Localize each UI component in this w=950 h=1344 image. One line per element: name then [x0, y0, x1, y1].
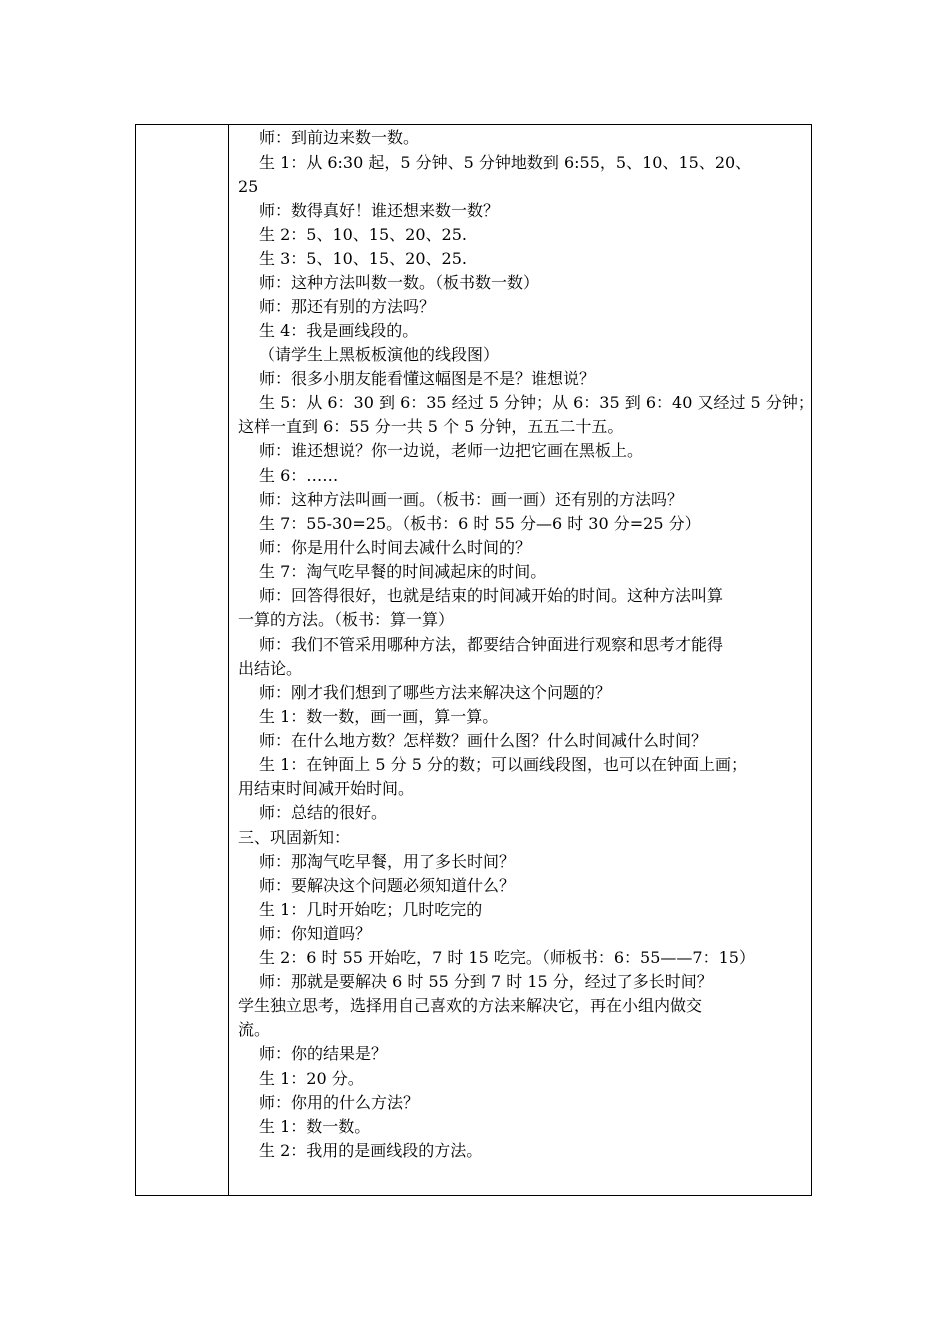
transcript-line: 生 1：几时开始吃；几时吃完的 — [259, 900, 483, 919]
transcript-line: 生 1：20 分。 — [259, 1069, 364, 1088]
transcript-line: 生 7：55-30=25。（板书：6 时 55 分—6 时 30 分=25 分） — [259, 514, 701, 533]
transcript-line: 一算的方法。（板书：算一算） — [238, 610, 455, 629]
transcript-line: 生 1：在钟面上 5 分 5 分的数；可以画线段图，也可以在钟面上画； — [259, 755, 747, 774]
transcript-line: 师：那淘气吃早餐，用了多长时间？ — [259, 852, 516, 871]
transcript-line: 生 1：数一数。 — [259, 1117, 371, 1136]
transcript-line: 师：回答得很好，也就是结束的时间减开始的时间。这种方法叫算 — [259, 586, 724, 605]
transcript-line: 师：在什么地方数？怎样数？画什么图？什么时间减什么时间？ — [259, 731, 708, 750]
transcript-line: 生 4：我是画线段的。 — [259, 321, 419, 340]
transcript-line: 生 7：淘气吃早餐的时间减起床的时间。 — [259, 562, 547, 581]
transcript-line: 师：你用的什么方法？ — [259, 1093, 420, 1112]
transcript-line: 师：总结的很好。 — [259, 803, 388, 822]
transcript-line: 生 3：5、10、15、20、25. — [259, 249, 467, 268]
lesson-table — [135, 124, 812, 1196]
transcript-line: 用结束时间减开始时间。 — [238, 779, 415, 798]
transcript-line: 流。 — [238, 1020, 271, 1039]
table-left-cell — [136, 125, 229, 1195]
transcript-line: 师：刚才我们想到了哪些方法来解决这个问题的？ — [259, 683, 612, 702]
transcript-line: 25 — [238, 177, 259, 196]
transcript-line: 师：你是用什么时间去减什么时间的？ — [259, 538, 532, 557]
transcript-line: 师：到前边来数一数。 — [259, 128, 420, 147]
transcript-line: （请学生上黑板板演他的线段图） — [259, 345, 500, 364]
transcript-line: 师：我们不管采用哪种方法，都要结合钟面进行观察和思考才能得 — [259, 635, 724, 654]
transcript-line: 师：数得真好！谁还想来数一数？ — [259, 201, 500, 220]
transcript-line: 生 5：从 6：30 到 6：35 经过 5 分钟；从 6：35 到 6：40 又经过 5 分钟； — [259, 393, 814, 412]
transcript-line: 生 2：6 时 55 开始吃，7 时 15 吃完。（师板书：6：55——7：15） — [259, 948, 755, 967]
transcript-line: 师：很多小朋友能看懂这幅图是不是？谁想说？ — [259, 369, 596, 388]
lesson-content-cell — [229, 125, 814, 1195]
transcript-line: 师：那还有别的方法吗？ — [259, 297, 436, 316]
transcript-line: 学生独立思考，选择用自己喜欢的方法来解决它，再在小组内做交 — [238, 996, 703, 1015]
transcript-line: 生 2：我用的是画线段的方法。 — [259, 1141, 483, 1160]
transcript-line: 生 2：5、10、15、20、25. — [259, 225, 467, 244]
transcript-line: 出结论。 — [238, 659, 303, 678]
transcript-line: 师：要解决这个问题必须知道什么？ — [259, 876, 516, 895]
transcript-line: 师：你知道吗？ — [259, 924, 372, 943]
transcript-line: 师：你的结果是？ — [259, 1044, 388, 1063]
transcript-line: 三、巩固新知： — [238, 828, 351, 847]
transcript-line: 生 1：数一数，画一画，算一算。 — [259, 707, 499, 726]
transcript-line: 生 6：…… — [259, 466, 339, 485]
transcript-line: 师：这种方法叫画一画。（板书：画一画）还有别的方法吗？ — [259, 490, 684, 509]
transcript-line: 师：谁还想说？你一边说，老师一边把它画在黑板上。 — [259, 441, 644, 460]
transcript-line: 师：那就是要解决 6 时 55 分到 7 时 15 分，经过了多长时间？ — [259, 972, 713, 991]
transcript-line: 这样一直到 6：55 分一共 5 个 5 分钟，五五二十五。 — [238, 417, 624, 436]
transcript-line: 师：这种方法叫数一数。（板书数一数） — [259, 273, 540, 292]
transcript-line: 生 1：从 6:30 起，5 分钟、5 分钟地数到 6:55，5、10、15、20、 — [259, 153, 752, 172]
